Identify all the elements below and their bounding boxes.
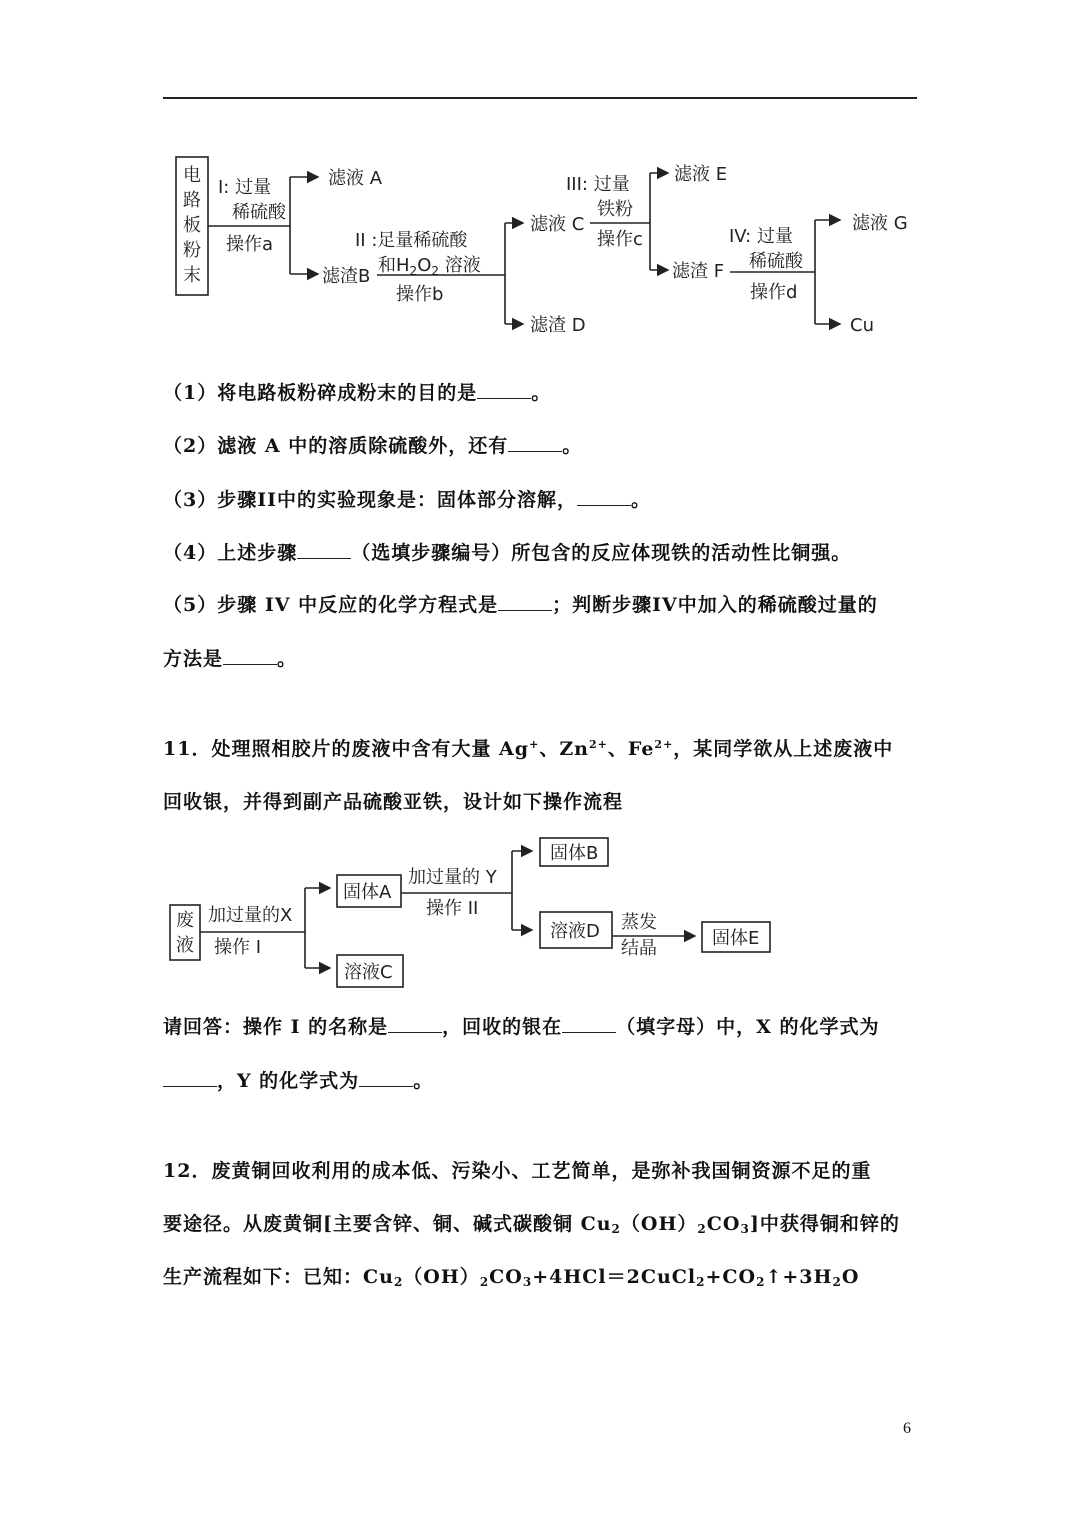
answer-blank[interactable] [477,382,531,399]
start-char: 粉 [183,240,201,261]
step3-reagent: 铁粉 [597,199,633,220]
step1-reagent-x: 加过量的X [208,905,293,926]
q11-answer-line2: ，Y 的化学式为 。 [163,1066,433,1093]
out-residue-b: 滤渣B [322,266,371,287]
step1-op: 操作a [226,234,274,255]
out-copper: Cu [850,315,874,336]
answer-blank[interactable] [297,542,351,559]
out-filtrate-g: 滤液 G [852,213,908,234]
q10-5: （5）步骤 IV 中反应的化学方程式是 ；判断步骤IV中加入的稀硫酸过量的 [163,594,878,616]
step1-op-i: 操作 I [214,937,262,958]
step2-op: 操作b [396,284,444,305]
answer-blank[interactable] [388,1016,442,1033]
waste-char: 废 [176,910,194,931]
out-residue-d: 滤渣 D [530,315,586,336]
step4-reagent: 稀硫酸 [749,251,803,272]
step2-op-ii: 操作 II [426,898,479,919]
answer-blank[interactable] [577,489,631,506]
solid-b: 固体B [550,843,599,864]
q10-1: （1）将电路板粉碎成粉末的目的是 。 [163,382,552,404]
out-filtrate-e: 滤液 E [674,164,728,185]
q11-answer-line1: 请回答：操作 I 的名称是 ，回收的银在 （填字母）中，X 的化学式为 [163,1016,880,1038]
q10-4: （4）上述步骤 （选填步骤编号）所包含的反应体现铁的活动性比铜强。 [163,542,852,564]
q12-line2: 要途径。从废黄铜[主要含锌、铜、碱式碳酸铜 $Cu_2(OH)_2CO_3$]中获得铜和锌的 [163,1213,900,1236]
answer-blank[interactable] [163,1070,217,1087]
answer-blank[interactable] [359,1070,413,1087]
start-char: 末 [183,265,201,286]
step4-op: 操作d [750,282,798,303]
q12-line1: 12．废黄铜回收利用的成本低、污染小、工艺简单，是弥补我国铜资源不足的重 [163,1160,872,1182]
solution-d: 溶液D [550,921,600,942]
answer-blank[interactable] [223,648,277,665]
step4-label: IV: 过量 [729,226,793,247]
flowchart-waste-liquid [170,838,770,987]
q10-3: （3）步骤II中的实验现象是：固体部分溶解， 。 [163,489,652,511]
out-residue-f: 滤渣 F [672,261,725,282]
start-char: 路 [183,190,201,211]
answer-blank[interactable] [508,435,562,452]
step3-op: 操作c [597,229,643,250]
step2-reagent: 和$H_2O_2$ 溶液 [378,255,481,278]
step2-label: II :足量稀硫酸 [355,230,468,251]
q10-5-cont: 方法是 。 [163,648,298,670]
out-filtrate-c: 滤液 C [530,214,585,235]
q12-line3: 生产流程如下：已知：$Cu_2(OH)_2CO_3+4HCl=2CuCl_2+CO_2↑+3H_2O$ [163,1266,860,1289]
waste-char: 液 [176,935,194,956]
start-char: 板 [183,215,201,236]
solid-e: 固体E [712,928,760,949]
solution-c: 溶液C [344,962,393,983]
step2-reagent-y: 加过量的 Y [408,867,497,888]
answer-blank[interactable] [498,594,552,611]
q10-2: （2）滤液 A 中的溶质除硫酸外，还有 。 [163,435,583,457]
q11-stem-line2: 回收银，并得到副产品硫酸亚铁，设计如下操作流程 [163,791,624,813]
answer-blank[interactable] [562,1016,616,1033]
crystallization-label: 结晶 [621,938,657,959]
step3-label: III: 过量 [566,174,630,195]
solid-a: 固体A [343,882,392,903]
evaporation-label: 蒸发 [621,912,657,933]
step1-reagent: 稀硫酸 [232,202,286,223]
step1-label: I: 过量 [218,177,272,198]
start-char: 电 [183,165,201,186]
out-filtrate-a: 滤液 A [328,168,383,189]
q11-stem-line1: 11．处理照相胶片的废液中含有大量 Ag+、$Zn^{2+}$、$Fe^{2+}$，某同学欲从上述废液中 [163,738,894,760]
page-number: 6 [903,1420,911,1437]
